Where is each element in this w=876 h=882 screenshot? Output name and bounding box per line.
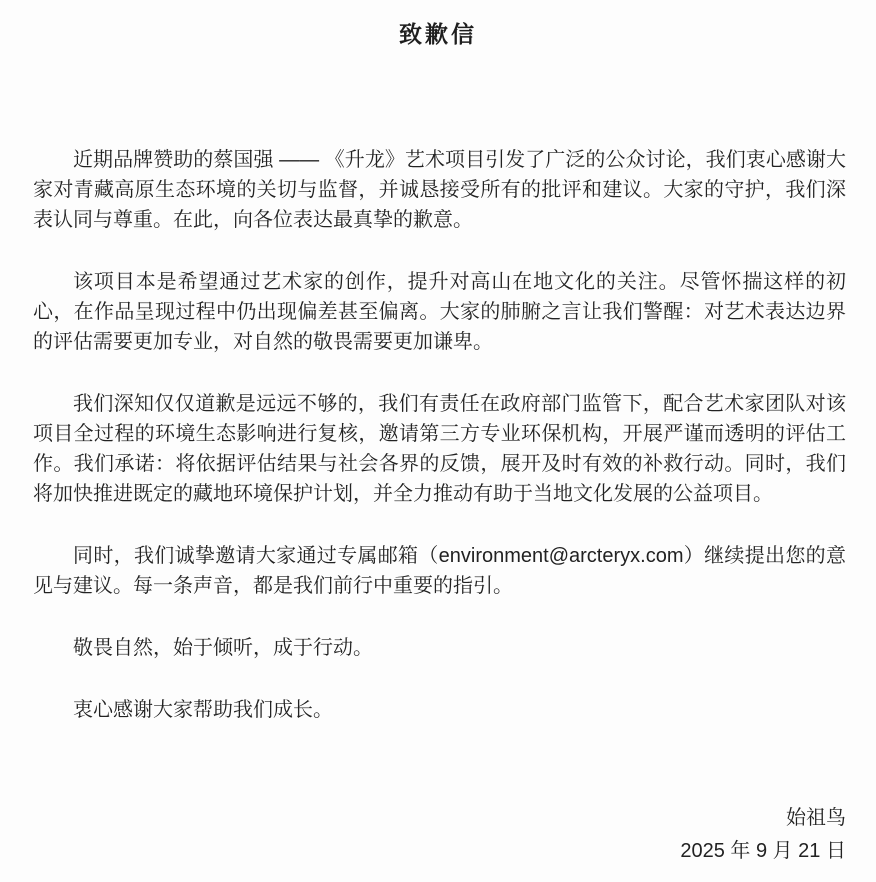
letter-title: 致歉信 (399, 21, 477, 47)
letter-paragraph-4: 同时，我们诚挚邀请大家通过专属邮箱（environment@arcteryx.com）继续提出您的意见与建议。每一条声音，都是我们前行中重要的指引。 (33, 545, 846, 597)
signature-name: 始祖鸟 (786, 807, 846, 829)
signature-date: 2025 年 9 月 21 日 (680, 840, 846, 862)
signature-block (680, 802, 846, 868)
letter-body (0, 49, 876, 725)
closing-block (33, 633, 846, 725)
letter-paragraph-2: 该项目本是希望通过艺术家的创作，提升对高山在地文化的关注。尽管怀揣这样的初心，在作品呈现过程中仍出现偏差甚至偏离。大家的肺腑之言让我们警醒：对艺术表达边界的评估需要更加专业，对自然的敬畏需要更加谦卑。 (33, 271, 846, 353)
closing-line-1: 敬畏自然，始于倾听，成于行动。 (73, 637, 373, 659)
letter-paragraph-3: 我们深知仅仅道歉是远远不够的，我们有责任在政府部门监管下，配合艺术家团队对该项目全过程的环境生态影响进行复核，邀请第三方专业环保机构，开展严谨而透明的评估工作。我们承诺：将依据评估结果与社会各界的反馈，展开及时有效的补救行动。同时，我们将加快推进既定的藏地环境保护计划，并全力推动有助于当地文化发展的公益项目。 (33, 393, 846, 505)
letter-paragraph-1: 近期品牌赞助的蔡国强 —— 《升龙》艺术项目引发了广泛的公众讨论，我们衷心感谢大家对青藏高原生态环境的关切与监督，并诚恳接受所有的批评和建议。大家的守护，我们深表认同与尊重。在此，向各位表达最真挚的歉意。 (33, 149, 846, 231)
closing-line-2: 衷心感谢大家帮助我们成长。 (73, 699, 333, 721)
